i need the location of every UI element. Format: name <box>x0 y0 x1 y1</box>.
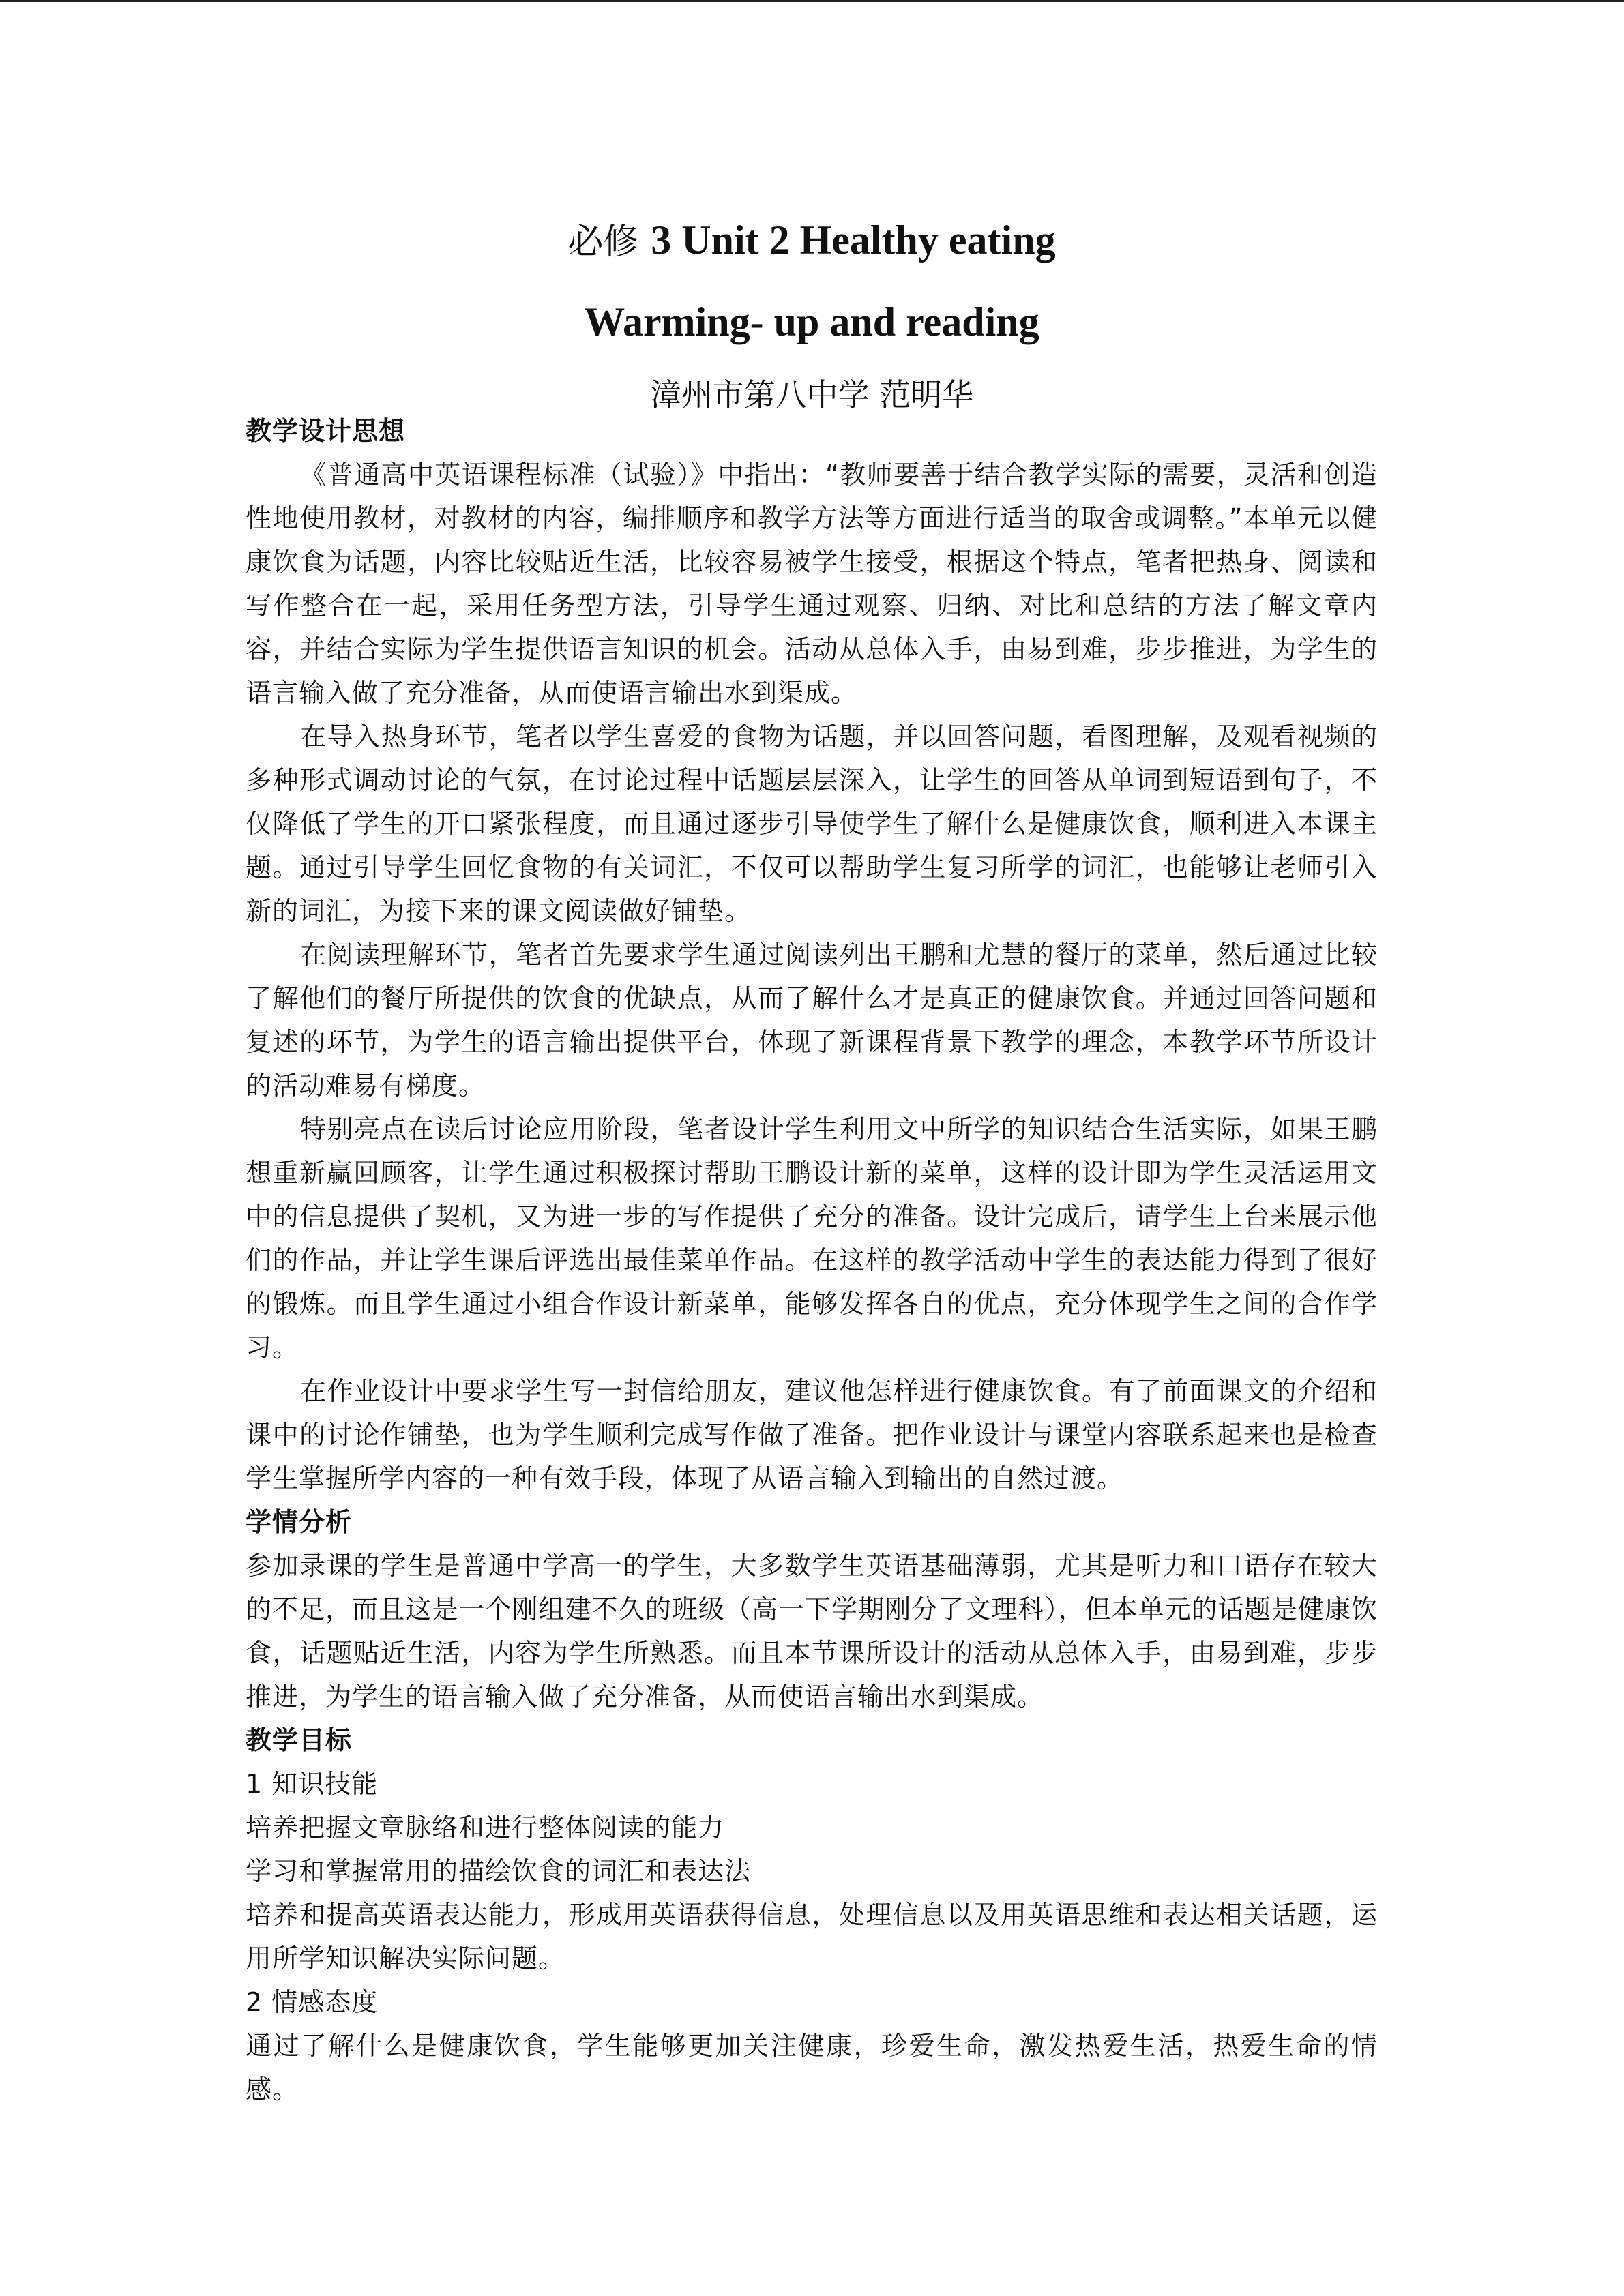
document-title <box>246 213 1378 264</box>
title-prefix: 必修 <box>567 222 639 263</box>
design-paragraph: 《普通高中英语课程标准（试验）》中指出：“教师要善于结合教学实际的需要，灵活和创造性地使用教材，对教材的内容，编排顺序和教学方法等方面进行适当的取舍或调整。”本单元以健康饮食为话题，内容比较贴近生活，比较容易被学生接受，根据这个特点，笔者把热身、阅读和写作整合在一起，采用任务型方法，引导学生通过观察、归纳、对比和总结的方法了解文章内容，并结合实际为学生提供语言知识的机会。活动从总体入手，由易到难，步步推进，为学生的语言输入做了充分准备，从而使语言输出水到渠成。 <box>246 460 1378 708</box>
design-paragraph: 特别亮点在读后讨论应用阶段，笔者设计学生利用文中所学的知识结合生活实际，如果王鹏想重新赢回顾客，让学生通过积极探讨帮助王鹏设计新的菜单，这样的设计即为学生灵活运用文中的信息提供了契机，又为进一步的写作提供了充分的准备。设计完成后，请学生上台来展示他们的作品，并让学生课后评选出最佳菜单作品。在这样的教学活动中学生的表达能力得到了很好的锻炼。而且学生通过小组合作设计新菜单，能够发挥各自的优点，充分体现学生之间的合作学习。 <box>246 1114 1378 1362</box>
goals-line: 培养把握文章脉络和进行整体阅读的能力 <box>246 1813 725 1843</box>
goals-subheading-attitude: 2 情感态度 <box>246 1987 379 2017</box>
goals-line: 培养和提高英语表达能力，形成用英语获得信息，处理信息以及用英语思维和表达相关话题，运用所学知识解决实际问题。 <box>246 1900 1378 1973</box>
section-heading-goals: 教学目标 <box>246 1725 353 1755</box>
goals-line: 通过了解什么是健康饮食，学生能够更加关注健康，珍爱生命，激发热爱生活，热爱生命的情感。 <box>246 2031 1378 2104</box>
document-subtitle: Warming- up and reading <box>584 299 1039 344</box>
design-paragraph: 在导入热身环节，笔者以学生喜爱的食物为话题，并以回答问题，看图理解，及观看视频的多种形式调动讨论的气氛，在讨论过程中话题层层深入，让学生的回答从单词到短语到句子，不仅降低了学生的开口紧张程度，而且通过逐步引导使学生了解什么是健康饮食，顺利进入本课主题。通过引导学生回忆食物的有关词汇，不仅可以帮助学生复习所学的词汇，也能够让老师引入新的词汇，为接下来的课文阅读做好铺垫。 <box>246 721 1378 926</box>
design-paragraph: 在阅读理解环节，笔者首先要求学生通过阅读列出王鹏和尤慧的餐厅的菜单，然后通过比较了解他们的餐厅所提供的饮食的优缺点，从而了解什么才是真正的健康饮食。并通过回答问题和复述的环节，为学生的语言输出提供平台，体现了新课程背景下教学的理念，本教学环节所设计的活动难易有梯度。 <box>246 940 1378 1101</box>
title-main: 3 Unit 2 Healthy eating <box>651 218 1056 263</box>
goals-line: 学习和掌握常用的描绘饮食的词汇和表达法 <box>246 1856 752 1886</box>
goals-subheading-knowledge: 1 知识技能 <box>246 1769 379 1799</box>
document-body <box>246 409 1378 2111</box>
top-border <box>0 0 1624 2</box>
section-heading-design: 教学设计思想 <box>246 416 406 446</box>
analysis-paragraph: 参加录课的学生是普通中学高一的学生，大多数学生英语基础薄弱，尤其是听力和口语存在较大的不足，而且这是一个刚组建不久的班级（高一下学期刚分了文理科），但本单元的话题是健康饮食，话题贴近生活，内容为学生所熟悉。而且本节课所设计的活动从总体入手，由易到难，步步推进，为学生的语言输入做了充分准备，从而使语言输出水到渠成。 <box>246 1551 1378 1712</box>
section-heading-analysis: 学情分析 <box>246 1507 353 1537</box>
author-line: 漳州市第八中学 范明华 <box>649 376 974 413</box>
design-paragraph: 在作业设计中要求学生写一封信给朋友，建议他怎样进行健康饮食。有了前面课文的介绍和课中的讨论作铺垫，也为学生顺利完成写作做了准备。把作业设计与课堂内容联系起来也是检查学生掌握所学内容的一种有效手段，体现了从语言输入到输出的自然过渡。 <box>246 1376 1378 1493</box>
